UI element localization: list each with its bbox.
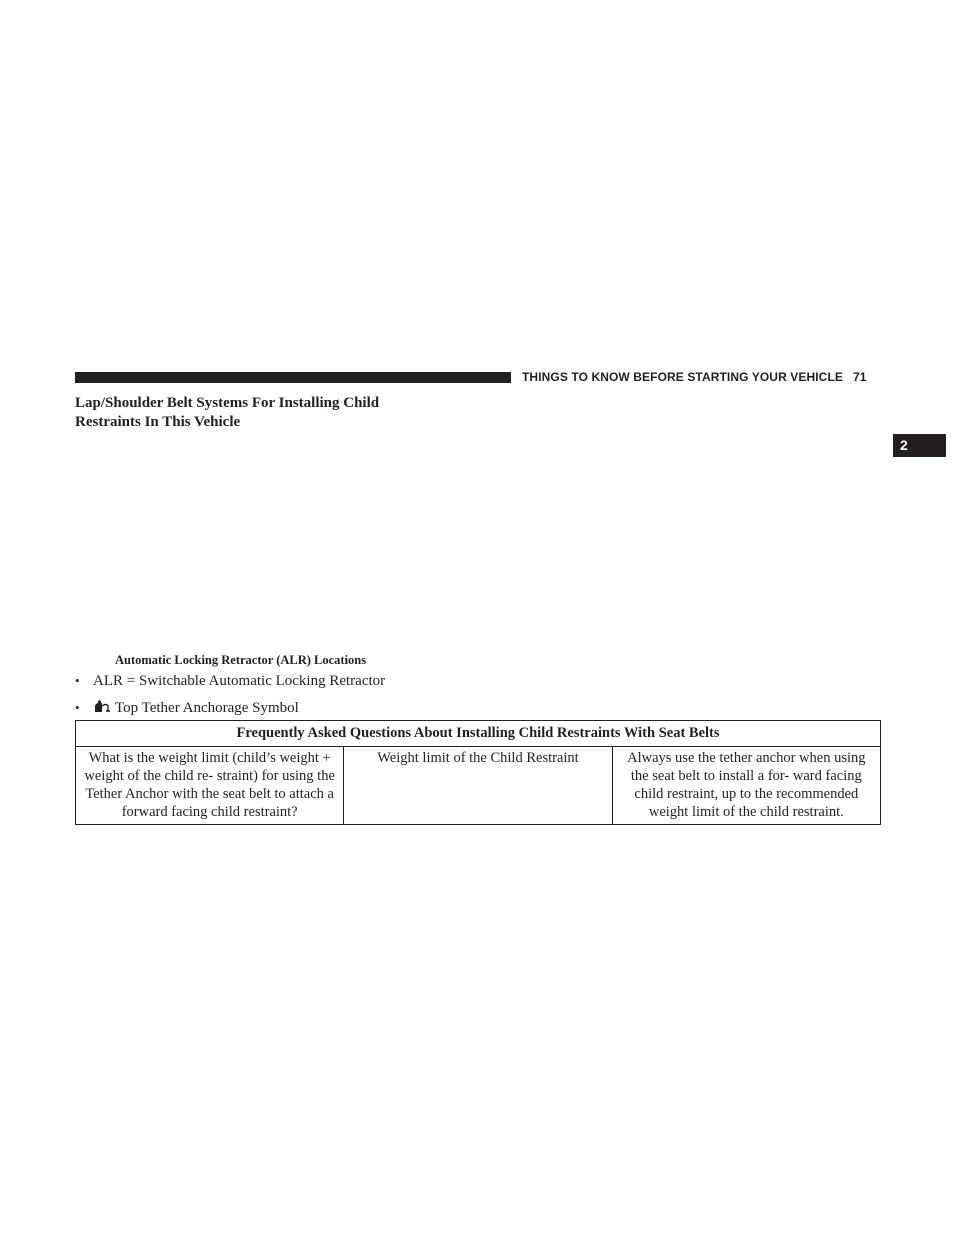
section-title: THINGS TO KNOW BEFORE STARTING YOUR VEHICLE (522, 370, 843, 384)
faq-answer: Weight limit of the Child Restraint (344, 747, 612, 825)
chapter-tab[interactable]: 2 (893, 434, 946, 457)
figure-caption: Automatic Locking Retractor (ALR) Locations (115, 653, 367, 667)
header-rule (75, 372, 511, 383)
faq-note: Always use the tether anchor when using the seat belt to install a for- ward facing child restraint, up to the recommended weight limit of the child restraint. (612, 747, 880, 825)
faq-title: Frequently Asked Questions About Installing Child Restraints With Seat Belts (76, 721, 881, 747)
faq-title-row (76, 721, 881, 747)
section-heading (75, 394, 505, 432)
faq-table (75, 720, 881, 825)
running-header (522, 370, 867, 384)
bullet-alr (75, 672, 385, 690)
figure-area (75, 440, 511, 645)
page-number: 71 (852, 370, 867, 384)
table-row (76, 747, 881, 825)
bullet-text: ALR = Switchable Automatic Locking Retractor (93, 673, 386, 689)
top-tether-anchorage-icon (93, 700, 111, 719)
bullet-marker: • (75, 700, 80, 715)
bullet-text: Top Tether Anchorage Symbol (115, 700, 299, 716)
section-heading-line2: Restraints In This Vehicle (75, 414, 241, 430)
faq-question: What is the weight limit (child’s weight + weight of the child re- straint) for using the Tether Anchor with the seat belt to attach a forward facing child restraint? (76, 747, 344, 825)
section-heading-line1: Lap/Shoulder Belt Systems For Installing Child (75, 395, 380, 411)
bullet-tether-symbol (75, 699, 299, 719)
bullet-marker: • (75, 673, 80, 688)
